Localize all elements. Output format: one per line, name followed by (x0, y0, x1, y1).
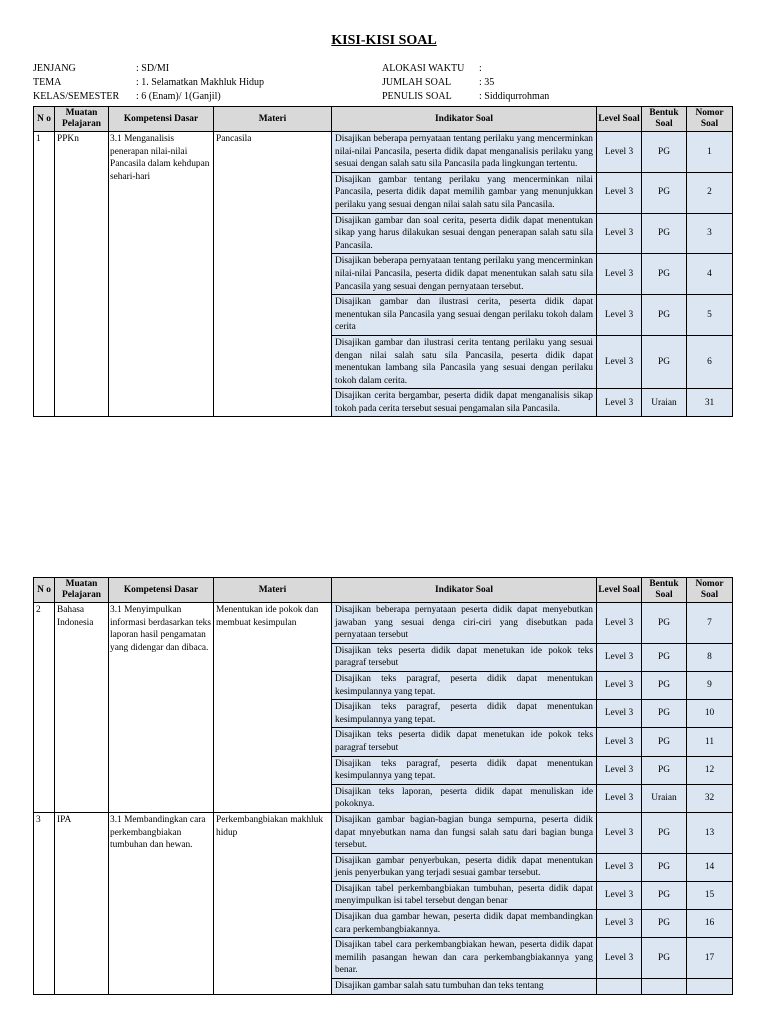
row-bentuk: PG (642, 756, 687, 784)
row-level: Level 3 (597, 700, 642, 728)
row-bentuk: PG (642, 254, 687, 295)
row-bentuk: Uraian (642, 389, 687, 417)
meta-jenjang-value: : SD/MI (136, 63, 170, 74)
kisi-table-2 (33, 577, 733, 995)
header-nomor: Nomor Soal (687, 107, 733, 132)
row-bentuk: PG (642, 812, 687, 853)
row-bentuk: PG (642, 172, 687, 213)
meta-penulis-value: : Siddiqurrohman (479, 91, 550, 102)
header-bentuk: Bentuk Soal (642, 578, 687, 603)
row-bentuk: PG (642, 132, 687, 173)
row-nomor: 3 (687, 213, 733, 254)
row-level (597, 979, 642, 995)
header-kd: Kompetensi Dasar (109, 578, 214, 603)
row-bentuk (642, 979, 687, 995)
row-level: Level 3 (597, 132, 642, 173)
row-indikator: Disajikan gambar dan ilustrasi cerita, peserta didik dapat menentukan sila Pancasila yang sesuai dengan perilaku tokoh dalam cerita (332, 295, 597, 336)
row-indikator: Disajikan beberapa pernyataan peserta didik dapat menyebutkan jawaban yang sesuai denga ciri-ciri yang disebutkan pada pernyataan tersebut (332, 603, 597, 644)
meta-right (382, 62, 712, 104)
meta-penulis-label: PENULIS SOAL (382, 91, 452, 102)
row-level: Level 3 (597, 671, 642, 699)
row-bentuk: PG (642, 671, 687, 699)
row-level: Level 3 (597, 881, 642, 909)
header-nomor: Nomor Soal (687, 578, 733, 603)
row-indikator: Disajikan teks peserta didik dapat menetukan ide pokok teks paragraf tersebut (332, 643, 597, 671)
row-indikator: Disajikan gambar penyerbukan, peserta didik dapat menentukan jenis penyerbukan yang terjadi sesuai gambar tersebut. (332, 853, 597, 881)
meta-tema-label: TEMA (33, 77, 62, 88)
header-level: Level Soal (597, 578, 642, 603)
row-materi: Pancasila (214, 132, 332, 417)
row-level: Level 3 (597, 784, 642, 812)
row-nomor: 14 (687, 853, 733, 881)
row-nomor: 6 (687, 335, 733, 388)
row-nomor: 8 (687, 643, 733, 671)
row-bentuk: PG (642, 881, 687, 909)
header-indikator: Indikator Soal (332, 578, 597, 603)
row-bentuk: PG (642, 728, 687, 756)
row-bentuk: PG (642, 643, 687, 671)
row-nomor (687, 979, 733, 995)
row-level: Level 3 (597, 910, 642, 938)
row-nomor: 17 (687, 938, 733, 979)
row-indikator: Disajikan beberapa pernyataan tentang perilaku yang mencerminkan nilai-nilai Pancasila, peserta didik dapat menganalisis perilaku yang sesuai dengan salah satu sila Pancasila pada lingkungan tertentu. (332, 132, 597, 173)
row-indikator: Disajikan teks paragraf, peserta didik dapat menentukan kesimpulannya yang tepat. (332, 700, 597, 728)
header-muatan: Muatan Pelajaran (55, 107, 109, 132)
row-kompetensi-dasar: 3.1 Membandingkan cara perkembangbiakan tumbuhan dan hewan. (109, 812, 214, 994)
meta-jumlah-label: JUMLAH SOAL (382, 77, 452, 88)
row-level: Level 3 (597, 643, 642, 671)
meta-alokasi-label: ALOKASI WAKTU (382, 63, 465, 74)
row-materi: Menentukan ide pokok dan membuat kesimpulan (214, 603, 332, 813)
row-indikator: Disajikan teks peserta didik dapat menetukan ide pokok teks paragraf tersebut (332, 728, 597, 756)
meta-jenjang-label: JENJANG (33, 63, 76, 74)
header-no: N o (34, 107, 55, 132)
row-nomor: 31 (687, 389, 733, 417)
header-indikator: Indikator Soal (332, 107, 597, 132)
row-level: Level 3 (597, 853, 642, 881)
table-row (34, 132, 733, 173)
row-nomor: 15 (687, 881, 733, 909)
row-level: Level 3 (597, 295, 642, 336)
row-level: Level 3 (597, 812, 642, 853)
row-kompetensi-dasar: 3.1 Menyimpulkan informasi berdasarkan teks laporan hasil pengamatan yang didengar dan dibaca. (109, 603, 214, 813)
row-indikator: Disajikan gambar dan soal cerita, peserta didik dapat menentukan sikap yang harus dilakukan sesuai dengan penerapan salah satu sila Pancasila. (332, 213, 597, 254)
row-nomor: 11 (687, 728, 733, 756)
meta-left (33, 62, 363, 104)
row-no: 3 (34, 812, 55, 994)
row-bentuk: PG (642, 213, 687, 254)
row-indikator: Disajikan gambar dan ilustrasi cerita tentang perilaku yang sesuai dengan nilai salah satu sila Pancasila, peserta didik dapat menentukan lambang sila Pancasila yang sesuai dengan perilaku tokoh dalam cerita. (332, 335, 597, 388)
header-muatan: Muatan Pelajaran (55, 578, 109, 603)
row-nomor: 4 (687, 254, 733, 295)
row-nomor: 12 (687, 756, 733, 784)
row-indikator: Disajikan teks paragraf, peserta didik dapat menentukan kesimpulannya yang tepat. (332, 671, 597, 699)
header-materi: Materi (214, 578, 332, 603)
header-no: N o (34, 578, 55, 603)
table-header-row (34, 578, 733, 603)
row-level: Level 3 (597, 728, 642, 756)
row-nomor: 32 (687, 784, 733, 812)
row-muatan: PPKn (55, 132, 109, 417)
header-materi: Materi (214, 107, 332, 132)
row-bentuk: PG (642, 938, 687, 979)
table-row (34, 812, 733, 853)
row-bentuk: PG (642, 700, 687, 728)
row-level: Level 3 (597, 254, 642, 295)
document-title: KISI-KISI SOAL (331, 33, 437, 48)
row-nomor: 13 (687, 812, 733, 853)
row-level: Level 3 (597, 335, 642, 388)
meta-tema-value: : 1. Selamatkan Makhluk Hidup (136, 77, 265, 88)
row-bentuk: PG (642, 295, 687, 336)
row-indikator: Disajikan dua gambar hewan, peserta didik dapat membandingkan cara perkembangbiakannya. (332, 910, 597, 938)
row-indikator: Disajikan gambar tentang perilaku yang mencerminkan nilai Pancasila, peserta didik dapat memilih gambar yang menunjukkan perilaku yang sesuai dengan nilai salah satu sila Pancasila. (332, 172, 597, 213)
row-indikator: Disajikan cerita bergambar, peserta didik dapat menganalisis sikap tokoh pada cerita tersebut sesuai pengamalan sila Pancasila. (332, 389, 597, 417)
row-indikator: Disajikan tabel perkembangbiakan tumbuhan, peserta didik dapat menyimpulkan isi tabel tersebut dengan benar (332, 881, 597, 909)
row-level: Level 3 (597, 213, 642, 254)
meta-kelas-value: : 6 (Enam)/ 1(Ganjil) (136, 91, 221, 102)
row-no: 1 (34, 132, 55, 417)
row-bentuk: Uraian (642, 784, 687, 812)
row-bentuk: PG (642, 603, 687, 644)
row-level: Level 3 (597, 172, 642, 213)
row-nomor: 1 (687, 132, 733, 173)
row-nomor: 7 (687, 603, 733, 644)
row-materi: Perkembangbiakan makhluk hidup (214, 812, 332, 994)
row-nomor: 2 (687, 172, 733, 213)
row-no: 2 (34, 603, 55, 813)
row-nomor: 16 (687, 910, 733, 938)
meta-kelas-label: KELAS/SEMESTER (33, 91, 120, 102)
row-level: Level 3 (597, 603, 642, 644)
row-bentuk: PG (642, 853, 687, 881)
meta-alokasi-value: : (479, 63, 482, 74)
table-header-row (34, 107, 733, 132)
row-bentuk: PG (642, 335, 687, 388)
row-muatan: IPA (55, 812, 109, 994)
row-muatan: Bahasa Indonesia (55, 603, 109, 813)
row-indikator: Disajikan teks paragraf, peserta didik dapat menentukan kesimpulannya yang tepat. (332, 756, 597, 784)
row-nomor: 10 (687, 700, 733, 728)
row-indikator: Disajikan beberapa pernyataan tentang perilaku yang mencerminkan nilai-nilai Pancasila, peserta didik dapat menentukan salah satu sila Pancasila yang sesuai dengan pernyataan tersebut. (332, 254, 597, 295)
meta-jumlah-value: : 35 (479, 77, 495, 88)
header-level: Level Soal (597, 107, 642, 132)
header-bentuk: Bentuk Soal (642, 107, 687, 132)
row-bentuk: PG (642, 910, 687, 938)
row-nomor: 9 (687, 671, 733, 699)
header-kd: Kompetensi Dasar (109, 107, 214, 132)
row-level: Level 3 (597, 756, 642, 784)
row-indikator: Disajikan tabel cara perkembangbiakan hewan, peserta didik dapat memilih pasangan hewan dan cara perkembangbiakannya yang benar. (332, 938, 597, 979)
row-indikator: Disajikan gambar salah satu tumbuhan dan teks tentang (332, 979, 597, 995)
row-indikator: Disajikan teks laporan, peserta didik dapat menuliskan ide pokoknya. (332, 784, 597, 812)
row-level: Level 3 (597, 389, 642, 417)
table-row (34, 603, 733, 644)
row-level: Level 3 (597, 938, 642, 979)
row-indikator: Disajikan gambar bagian-bagian bunga sempurna, peserta didik dapat mnyebutkan nama dan fungsi salah satu dari bagian bunga tersebut. (332, 812, 597, 853)
row-nomor: 5 (687, 295, 733, 336)
row-kompetensi-dasar: 3.1 Menganalisis penerapan nilai-nilai Pancasila dalam kehdupan sehari-hari (109, 132, 214, 417)
kisi-table-1 (33, 106, 733, 417)
